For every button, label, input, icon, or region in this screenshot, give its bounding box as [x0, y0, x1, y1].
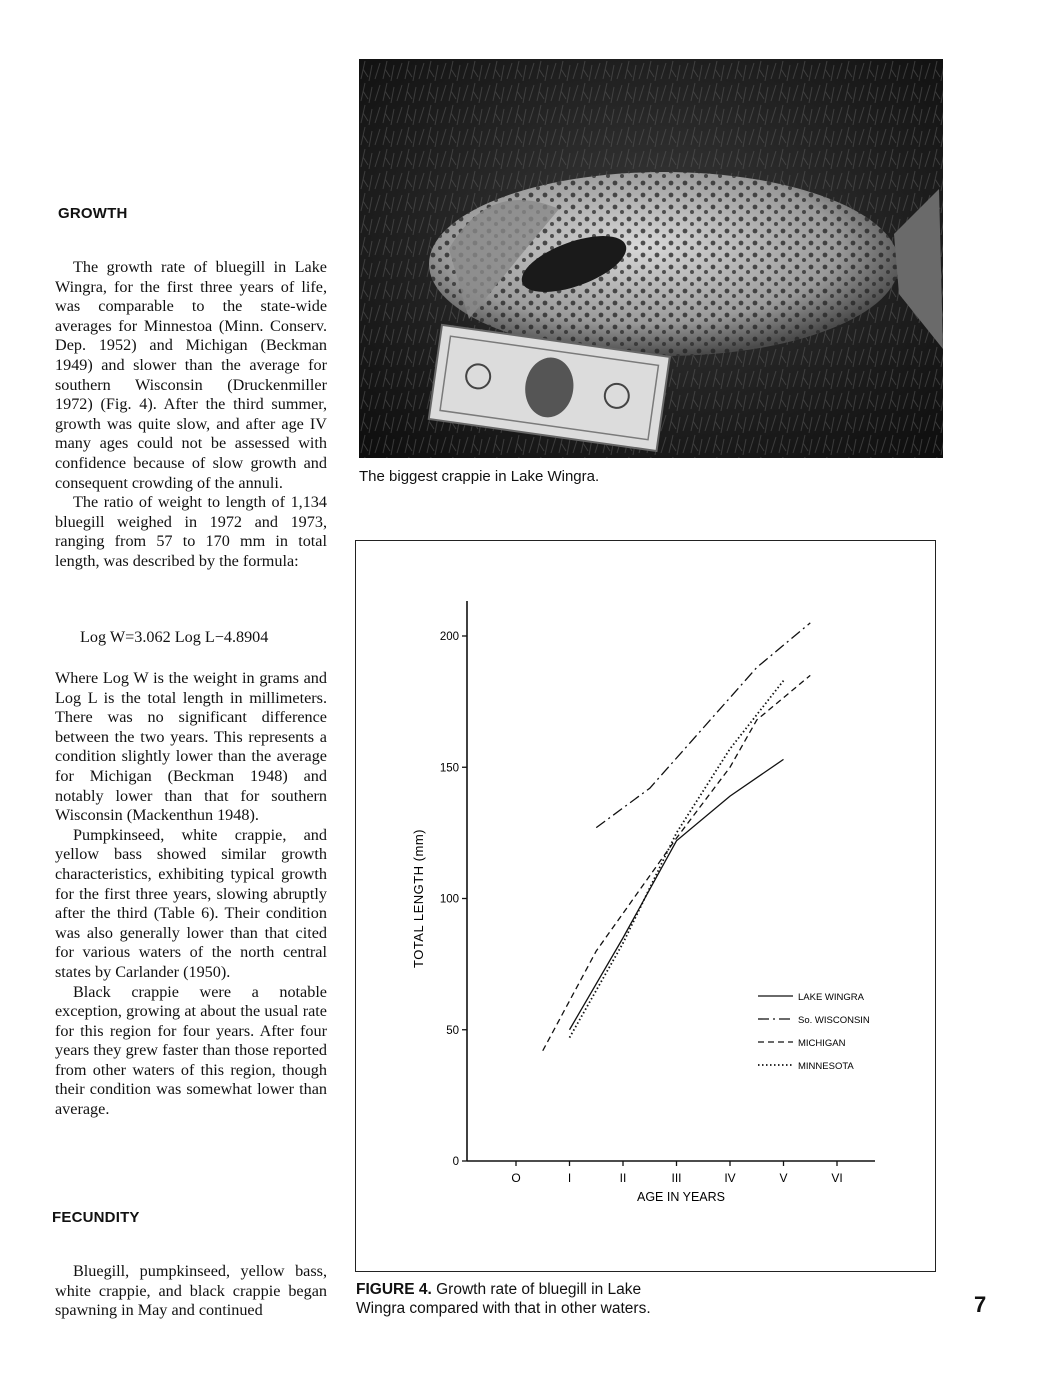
growth-text-block: [55, 258, 327, 572]
formula: Log W=3.062 Log L−4.8904: [80, 628, 269, 646]
paragraph-black-crappie: Black crappie were a notable exception, growing at about the usual rate for this region for four years. After four years they grew faster than those reported from other waters of this region, though their condition was somewhat lower than average.: [55, 982, 327, 1119]
x-tick-label: O: [511, 1171, 521, 1185]
x-tick-label: II: [619, 1171, 627, 1185]
chart-axes: [440, 601, 875, 1185]
series-line-lake-wingra: [570, 759, 784, 1029]
y-tick-label: 100: [439, 893, 459, 906]
paragraph-growth-rate: The growth rate of bluegill in Lake Wingra, for the first three years of life, was comparable to the state-wide averages for Minnestoa (Minn. Conserv. Dep. 1952) and Michigan (Beckman 1949) and slower than the average for southern Wisconsin (Druckenmiller 1972) (Fig. 4). After the third summer, growth was quite slow, and after age IV many ages could not be assessed with confidence because of slow growth and consequent crowding of the annuli.: [55, 258, 327, 492]
figure-caption: [356, 1280, 651, 1318]
y-axis-label: TOTAL LENGTH (mm): [411, 829, 426, 968]
y-tick-label: 200: [439, 631, 459, 643]
x-tick-label: IV: [724, 1171, 736, 1185]
legend-label: So. WISCONSIN: [798, 1015, 870, 1026]
photo-caption: The biggest crappie in Lake Wingra.: [359, 468, 600, 485]
paragraph-weight-length: The ratio of weight to length of 1,134 bluegill weighed in 1972 and 1973, ranging from 57 to 170 mm in total length, was described by the formula:: [55, 493, 327, 570]
figure-4-frame: [355, 540, 936, 1272]
figure-label: FIGURE 4.: [356, 1281, 432, 1298]
y-tick-label: 150: [439, 762, 459, 775]
growth-heading: GROWTH: [58, 205, 128, 222]
fecundity-text-block: [55, 1262, 327, 1321]
fecundity-heading: FECUNDITY: [52, 1209, 140, 1226]
growth-chart: [356, 541, 934, 1270]
page-number: 7: [974, 1292, 987, 1317]
paragraph-condition: Where Log W is the weight in grams and Log L is the total length in millimeters. There was no significant difference between the two years. This represents a condition slightly lower than the average for Michigan (Beckman 1948) and notably lower than that for southern Wisconsin (Mackenthun 1948).: [55, 669, 327, 825]
x-axis-label: AGE IN YEARS: [637, 1190, 725, 1204]
y-tick-label: 0: [452, 1156, 459, 1168]
figure-caption-text: Growth rate of bluegill in Lake: [431, 1281, 642, 1298]
legend-label: MICHIGAN: [798, 1038, 846, 1049]
x-tick-label: VI: [831, 1171, 843, 1185]
legend-label: LAKE WINGRA: [798, 992, 864, 1003]
crappie-photo: [359, 59, 943, 458]
chart-legend: [758, 992, 870, 1072]
x-tick-label: V: [779, 1171, 788, 1185]
figure-caption-line2: Wingra compared with that in other waters.: [356, 1300, 651, 1317]
series-line-michigan: [543, 675, 811, 1050]
y-tick-label: 50: [446, 1024, 459, 1037]
x-tick-label: I: [567, 1171, 572, 1185]
series-line-so-wisconsin: [596, 623, 810, 828]
condition-text-block: [55, 669, 327, 1120]
crappie-photo-image: [359, 59, 943, 458]
x-tick-label: III: [671, 1171, 682, 1185]
legend-label: MINNESOTA: [798, 1061, 854, 1072]
chart-series: [543, 623, 811, 1051]
paragraph-pumpkinseed: Pumpkinseed, white crappie, and yellow bass showed similar growth characteristics, exhibiting typical growth for the first three years, slowing abruptly after the third (Table 6). Their condition was also generally lower than that cited for various waters of the north central states by Carlander (1950).: [55, 825, 327, 981]
series-line-minnesota: [570, 681, 784, 1038]
paragraph-spawning: Bluegill, pumpkinseed, yellow bass, white crappie, and black crappie began spawning in May and continued: [55, 1262, 327, 1320]
